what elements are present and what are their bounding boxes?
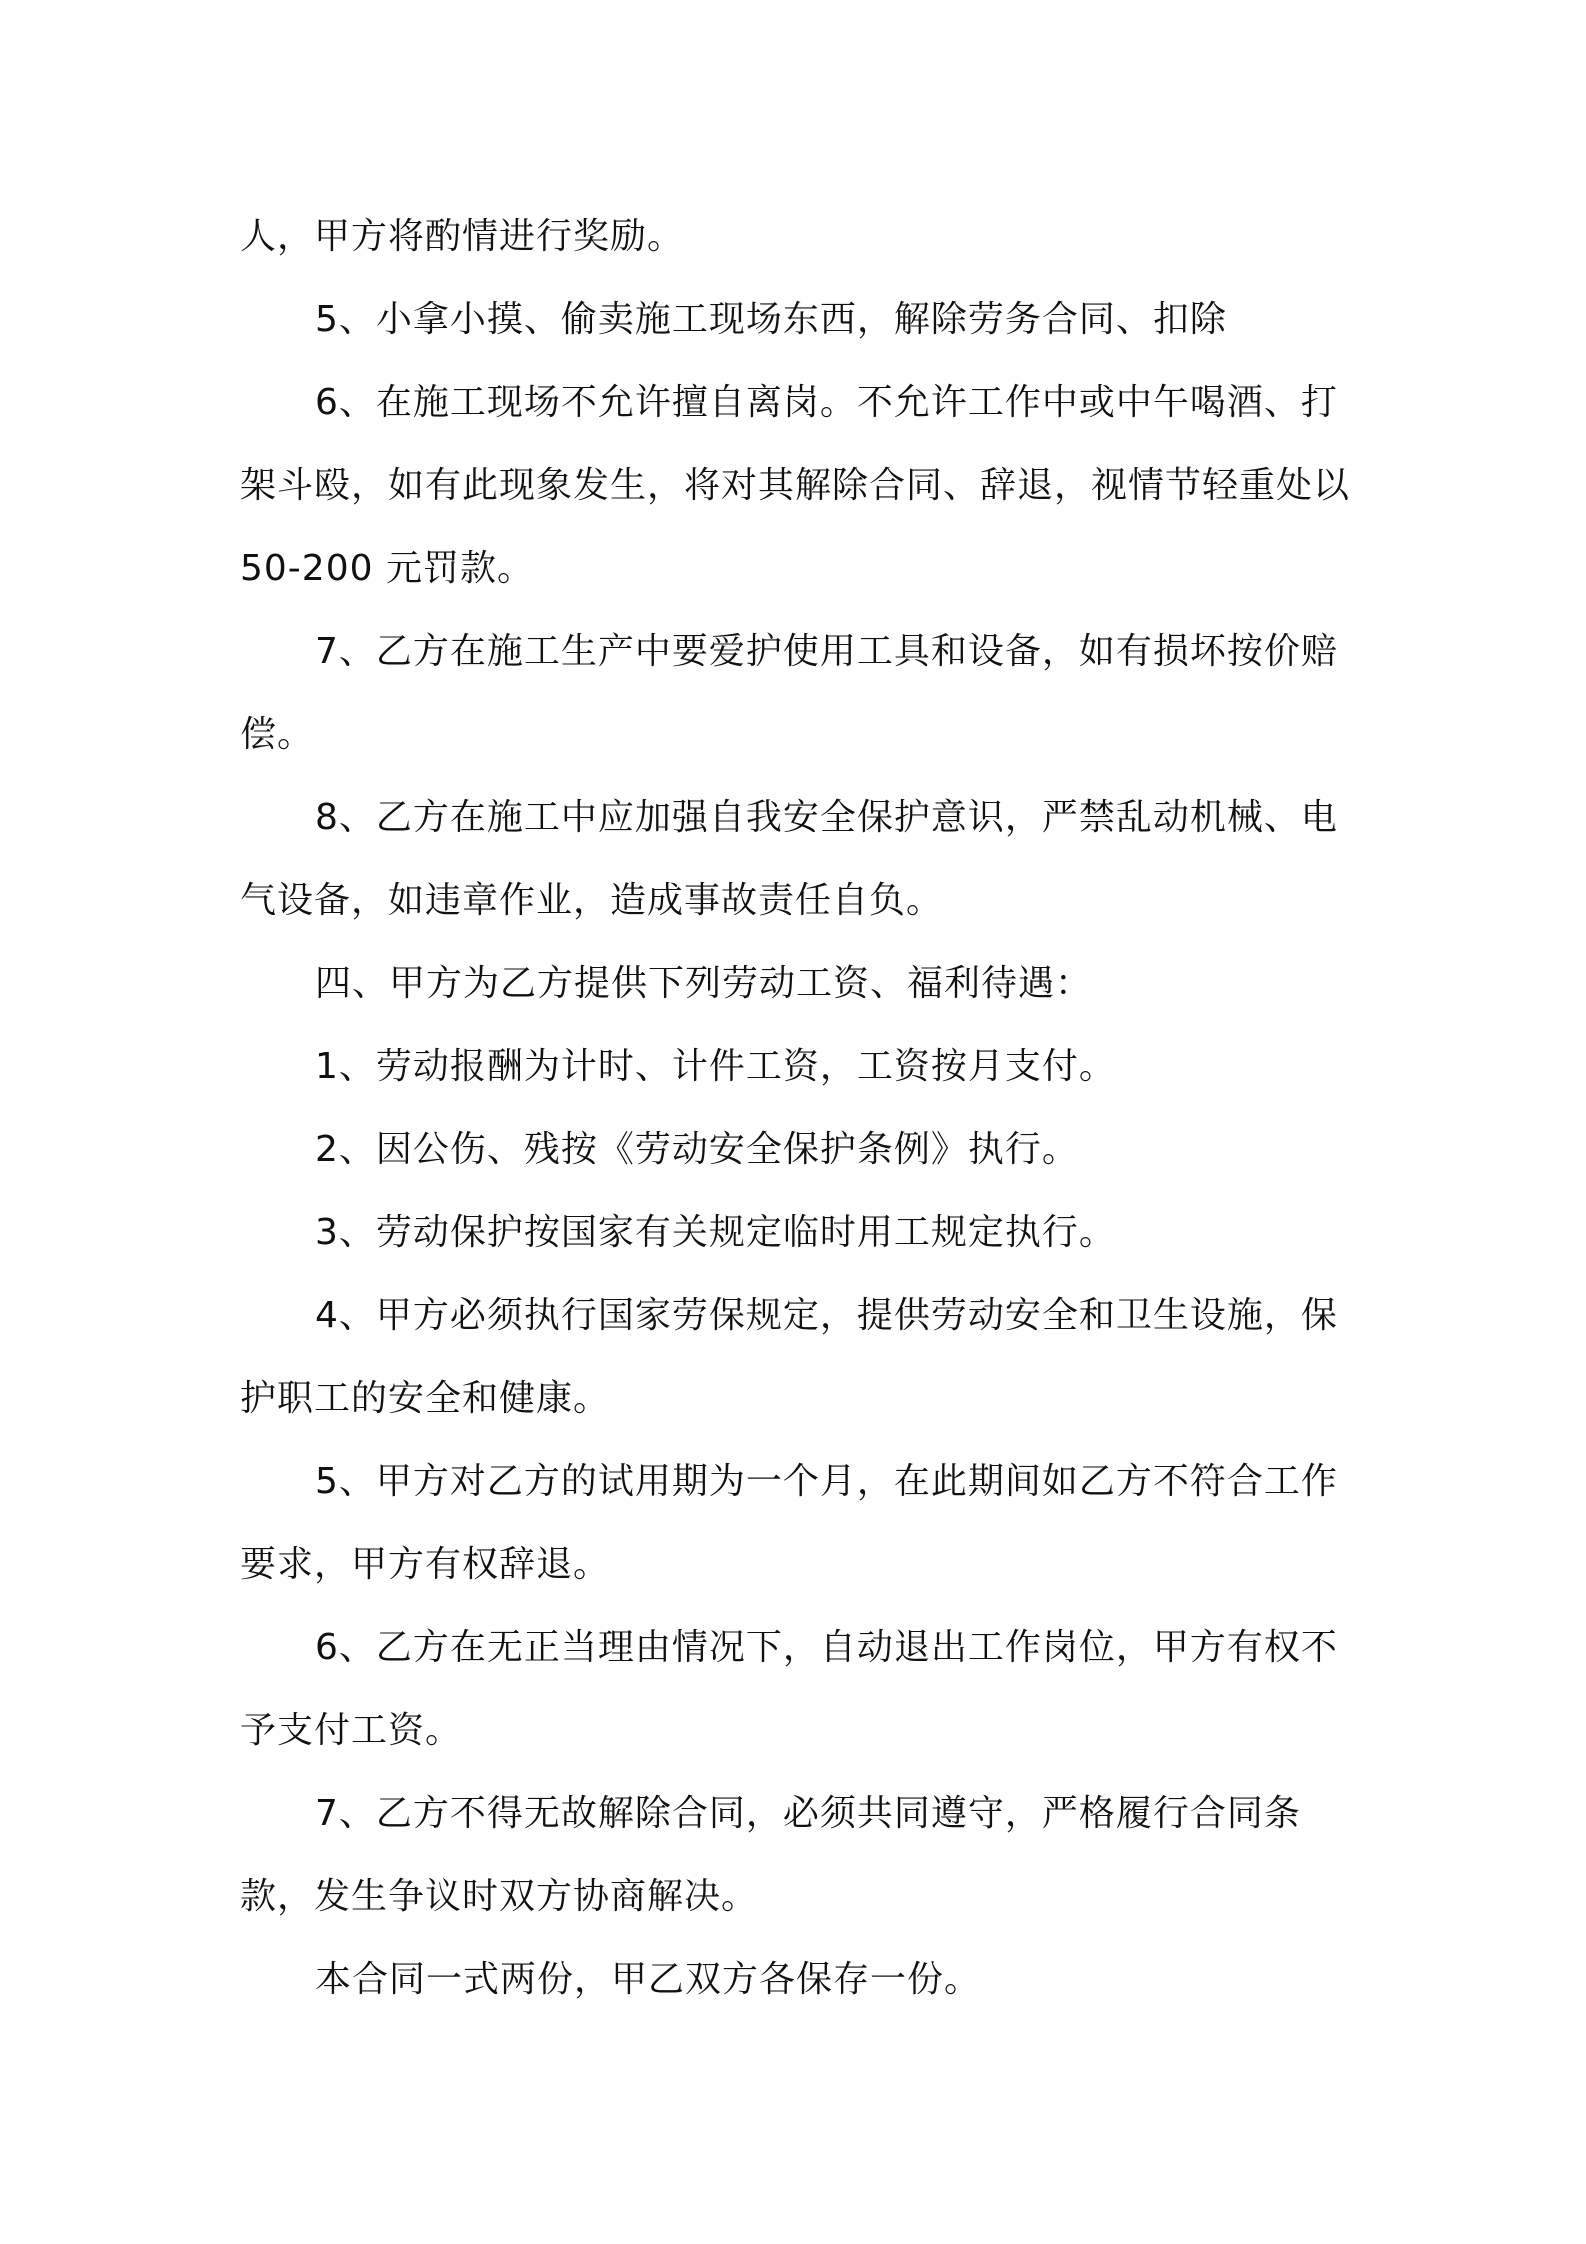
paragraph-clause-4-5: 5、甲方对乙方的试用期为一个月，在此期间如乙方不符合工作要求，甲方有权辞退。: [240, 1461, 1338, 1585]
paragraph-clause-3-5: 5、小拿小摸、偷卖施工现场东西，解除劳务合同、扣除: [315, 299, 1227, 340]
document-body: [240, 195, 1360, 2021]
paragraph-clause-4-3: 3、劳动保护按国家有关规定临时用工规定执行。: [315, 1212, 1116, 1253]
paragraph-continuation: 人，甲方将酌情进行奖励。: [240, 216, 685, 257]
paragraph-clause-4-6: 6、乙方在无正当理由情况下，自动退出工作岗位，甲方有权不予支付工资。: [240, 1627, 1338, 1751]
paragraph-clause-4-7: 7、乙方不得无故解除合同，必须共同遵守，严格履行合同条款，发生争议时双方协商解决。: [240, 1793, 1301, 1917]
paragraph-clause-4-4: 4、甲方必须执行国家劳保规定，提供劳动安全和卫生设施，保护职工的安全和健康。: [240, 1295, 1338, 1419]
section-heading-4: 四、甲方为乙方提供下列劳动工资、福利待遇：: [315, 963, 1093, 1004]
paragraph-clause-3-6: 6、在施工现场不允许擅自离岗。不允许工作中或中午喝酒、打架斗殴，如有此现象发生，将对其解除合同、辞退，视情节轻重处以50-200 元罚款。: [240, 382, 1351, 589]
paragraph-clause-4-1: 1、劳动报酬为计时、计件工资，工资按月支付。: [315, 1046, 1116, 1087]
paragraph-clause-3-7: 7、乙方在施工生产中要爱护使用工具和设备，如有损坏按价赔偿。: [240, 631, 1338, 755]
paragraph-closing: 本合同一式两份，甲乙双方各保存一份。: [315, 1959, 982, 2000]
paragraph-clause-4-2: 2、因公伤、残按《劳动安全保护条例》执行。: [315, 1129, 1079, 1170]
paragraph-clause-3-8: 8、乙方在施工中应加强自我安全保护意识，严禁乱动机械、电气设备，如违章作业，造成事故责任自负。: [240, 797, 1338, 921]
